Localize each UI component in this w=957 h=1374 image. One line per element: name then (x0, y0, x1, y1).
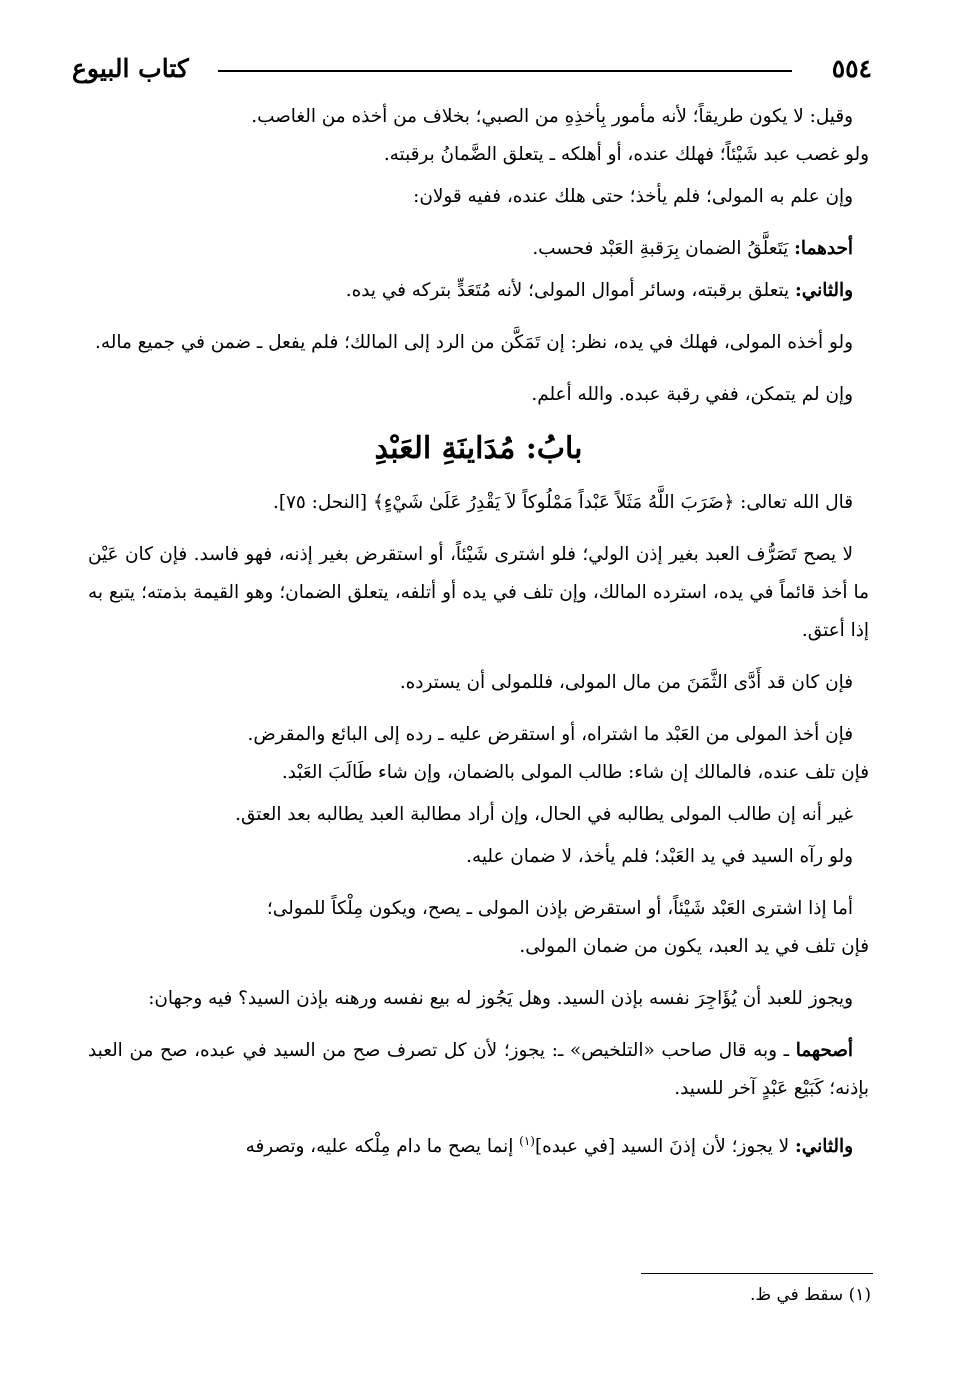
paragraph: فإن أخذ المولى من العَبْد ما اشتراه، أو استقرض عليه ـ رده إلى البائع والمقرض. فإن تلف عنده، فالمالك إن شاء: طالب المولى بالضمان، وإن شاء طَالَبَ العَبْد. (247, 724, 869, 783)
page-body (88, 98, 869, 1180)
opinion-label: والثاني: (795, 280, 853, 301)
verse-text: ﴿ضَرَبَ اللَّهُ مَثَلاً عَبْداً مَمْلُوكاً لاَ يَقْدِرُ عَلَىٰ شَيْءٍ﴾ (372, 492, 735, 513)
paragraph: فإن كان قد أَدَّى الثَّمَنَ من مال المولى، فللمولى أن يسترده. (399, 672, 853, 693)
chapter-heading: بابُ: مُدَاينَةِ العَبْدِ (374, 431, 583, 466)
opinion-text: ـ وبه قال صاحب «التلخيص» ـ: يجوز؛ لأن كل تصرف صح من السيد في عبده، صح من العبد بإذنه؛ كَبَيْع عَبْدٍ آخر للسيد. (88, 1040, 869, 1099)
paragraph: وقيل: لا يكون طريقاً؛ لأنه مأمور بِأخذِهِ من الصبي؛ بخلاف من أخذه من الغاصب. ولو غصب عبد شَيْئاً؛ فهلك عنده، أو أهلكه ـ يتعلق الضَّمانُ برقبته. (251, 106, 869, 165)
quran-verse (88, 484, 869, 522)
paragraph: أما إذا اشترى العَبْد شَيْئاً، أو استقرض بإذن المولى ـ يصح، ويكون مِلْكاً للمولى؛ فإن تلف في يد العبد، يكون من ضمان المولى. (266, 898, 869, 957)
opinion-two (88, 272, 869, 310)
opinion-one (88, 230, 869, 268)
footnote-rule (641, 1273, 873, 1274)
page-header (72, 54, 872, 94)
verse-intro: قال الله تعالى: (734, 492, 853, 513)
paragraph: ولو أخذه المولى، فهلك في يده، نظر: إن تَمَكَّن من الرد إلى المالك؛ فلم يفعل ـ ضمن في جميع ماله. (95, 332, 853, 353)
opinion-label: أصحهما (795, 1040, 853, 1061)
footnote: (١) سقط في ظ. (749, 1285, 871, 1305)
second-opinion (88, 1122, 869, 1166)
sahih-opinion (88, 1032, 869, 1108)
opinion-label: أحدهما: (794, 238, 853, 259)
opinion-text: يَتَعلَّقُ الضمان بِرَقبةِ العَبْد فحسب. (532, 238, 795, 259)
paragraph: غير أنه إن طالب المولى يطالبه في الحال، وإن أراد مطالبة العبد يطالبه بعد العتق. (235, 804, 853, 825)
paragraph: ولو رآه السيد في يد العَبْد؛ فلم يأخذ، لا ضمان عليه. (466, 846, 853, 867)
paragraph: لا يصح تَصَرُّف العبد بغير إذن الولي؛ فلو اشترى شَيْئاً، أو استقرض بغير إذنه، فهو فاسد. فإن كان عَيْن ما أخذ قائماً في يده، استرده المالك، وإن تلف في يده أو أتلفه، يتعلق الضمان؛ وهو القيمة بذمته؛ يتبع به إذا أعتق. (88, 544, 869, 641)
book-title: كتاب البيوع (72, 54, 189, 83)
opinion-text-cont: إنما يصح ما دام مِلْكه عليه، وتصرفه (245, 1136, 520, 1158)
paragraph: وإن لم يتمكن، ففي رقبة عبده. والله أعلم. (531, 384, 853, 405)
footnote-ref[interactable]: (١) (519, 1134, 535, 1148)
opinion-label: والثاني: (795, 1136, 853, 1158)
opinion-text: لا يجوز؛ لأن إذنَ السيد [في عبده] (534, 1136, 796, 1158)
paragraph: ويجوز للعبد أن يُؤَاجِرَ نفسه بإذن السيد. وهل يَجُوز له بيع نفسه ورهنه بإذن السيد؟ فيه وجهان: (148, 988, 853, 1009)
page-number: ٥٥٤ (831, 54, 872, 83)
verse-reference: [النحل: ٧٥]. (273, 492, 373, 513)
paragraph: وإن علم به المولى؛ فلم يأخذ؛ حتى هلك عنده، ففيه قولان: (413, 186, 853, 207)
opinion-text: يتعلق برقبته، وسائر أموال المولى؛ لأنه مُتَعَدٍّ بتركه في يده. (345, 280, 796, 301)
header-rule (218, 70, 792, 72)
